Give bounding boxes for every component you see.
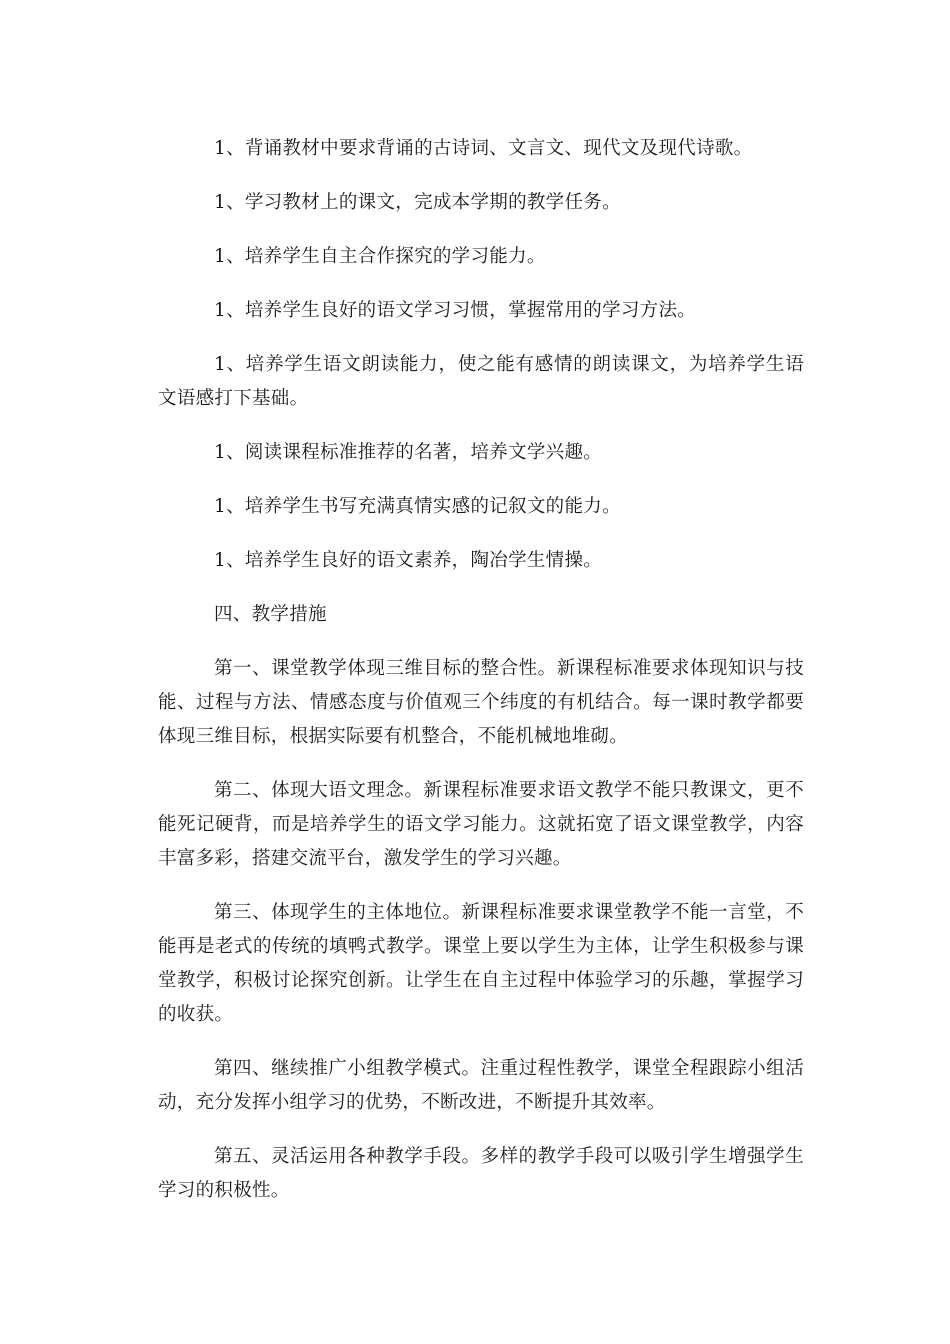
paragraph-goal-reading-aloud: 1、培养学生语文朗读能力，使之能有感情的朗读课文，为培养学生语文语感打下基础。 [158,354,804,409]
paragraph-goal-literacy: 1、培养学生良好的语文素养，陶冶学生情操。 [214,550,603,571]
paragraph-goal-study-habits: 1、培养学生良好的语文学习习惯，掌握常用的学习方法。 [214,300,697,321]
paragraph-goal-cooperative-learning: 1、培养学生自主合作探究的学习能力。 [214,246,546,267]
paragraph-measure-first: 第一、课堂教学体现三维目标的整合性。新课程标准要求体现知识与技能、过程与方法、情感态度与价值观三个纬度的有机结合。每一课时教学都要体现三维目标，根据实际要有机整合，不能机械地堆砌。 [158,658,804,747]
paragraph-goal-recite: 1、背诵教材中要求背诵的古诗词、文言文、现代文及现代诗歌。 [214,138,753,159]
section-heading-teaching-measures: 四、教学措施 [214,604,327,625]
paragraph-measure-fourth: 第四、继续推广小组教学模式。注重过程性教学，课堂全程跟踪小组活动，充分发挥小组学习的优势，不断改进，不断提升其效率。 [158,1058,804,1113]
paragraph-goal-narrative-writing: 1、培养学生书写充满真情实感的记叙文的能力。 [214,496,621,517]
paragraph-measure-fifth: 第五、灵活运用各种教学手段。多样的教学手段可以吸引学生增强学生学习的积极性。 [158,1146,804,1201]
paragraph-measure-third: 第三、体现学生的主体地位。新课程标准要求课堂教学不能一言堂，不能再是老式的传统的填鸭式教学。课堂上要以学生为主体，让学生积极参与课堂教学，积极讨论探究创新。让学生在自主过程中体验学习的乐趣，掌握学习的收获。 [158,902,804,1025]
document-body [158,132,804,1228]
paragraph-goal-classics: 1、阅读课程标准推荐的名著，培养文学兴趣。 [214,442,603,463]
paragraph-measure-second: 第二、体现大语文理念。新课程标准要求语文教学不能只教课文，更不能死记硬背，而是培养学生的语文学习能力。这就拓宽了语文课堂教学，内容丰富多彩，搭建交流平台，激发学生的学习兴趣。 [158,780,804,869]
paragraph-goal-study-texts: 1、学习教材上的课文，完成本学期的教学任务。 [214,192,621,213]
